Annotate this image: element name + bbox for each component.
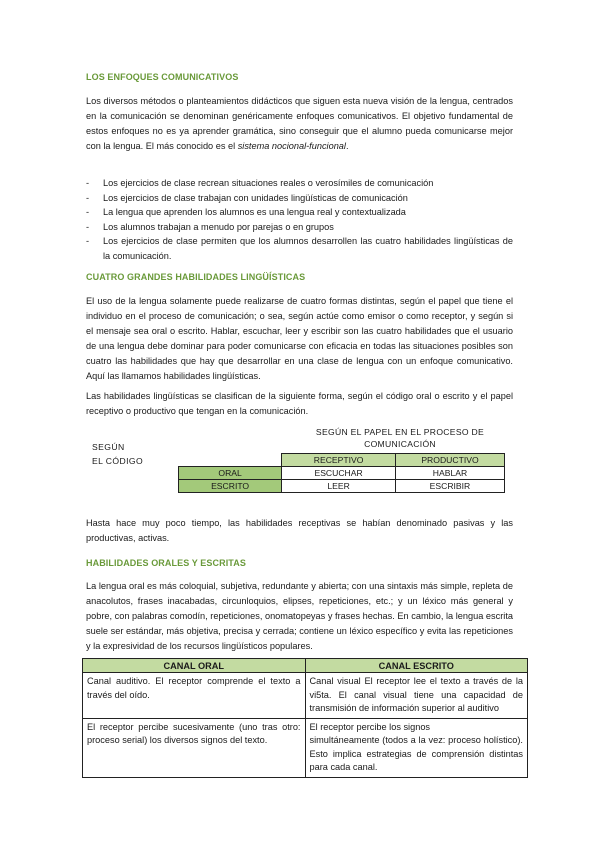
list-item: - Los alumnos trabajan a menudo por parejas o en grupos	[86, 220, 513, 235]
table-cell: ESCUCHAR	[282, 467, 396, 480]
header-productivo: PRODUCTIVO	[395, 454, 504, 467]
header-receptivo: RECEPTIVO	[282, 454, 396, 467]
channels-table	[82, 658, 528, 778]
heading-enfoques: LOS ENFOQUES COMUNICATIVOS	[86, 72, 239, 82]
table-cell: ESCRIBIR	[395, 480, 504, 493]
paragraph-receptivas: Hasta hace muy poco tiempo, las habilidades receptivas se habían denominado pasivas y las productivas, activas.	[86, 518, 513, 543]
list-item: - Los ejercicios de clase recrean situaciones reales o verosímiles de comunicación	[86, 176, 513, 191]
skills-table	[90, 426, 515, 498]
table-side-label	[92, 440, 143, 468]
emphasis-sistema: sistema nocional-funcional	[237, 141, 346, 151]
paragraph-enfoques	[86, 94, 513, 154]
paragraph-clasificacion: Las habilidades lingüísticas se clasifican de la siguiente forma, según el código oral o escrito y el papel receptivo o productivo que tengan en la comunicación.	[86, 391, 513, 416]
paragraph-lengua-oral: La lengua oral es más coloquial, subjetiva, redundante y abierta; con una sintaxis más simple, repleta de anacolutos, frases inacabadas, circunloquios, elipses, repeticiones, etc.; y un léxico más general y pobre, con palabras comodín, repeticiones, onomatopeyas y frases hechas. En cambio, la lengua escrita suele ser estándar, más objetiva, precisa y cerrada; contiene un léxico específico y evita las repeticiones y la expresividad de los recursos lingüísticos populares.	[86, 581, 513, 651]
heading-orales-escritas: HABILIDADES ORALES Y ESCRITAS	[86, 558, 246, 568]
table-cell: HABLAR	[395, 467, 504, 480]
paragraph-end: .	[345, 141, 349, 151]
table-cell	[305, 718, 528, 777]
bullet-list	[86, 176, 513, 263]
table-cell: El receptor percibe sucesivamente (uno tras otro: proceso serial) los diversos signos del texto.	[83, 718, 306, 777]
table-cell: Canal auditivo. El receptor comprende el texto a través del oído.	[83, 673, 306, 719]
list-item: - Los ejercicios de clase trabajan con unidades lingüísticas de comunicación	[86, 191, 513, 206]
heading-habilidades: CUATRO GRANDES HABILIDADES LINGÜÍSTICAS	[86, 272, 306, 282]
side-label-1: SEGÚN	[92, 442, 125, 452]
list-item: - La lengua que aprenden los alumnos es una lengua real y contextualizada	[86, 205, 513, 220]
row-header-oral: ORAL	[179, 467, 282, 480]
table-cell: LEER	[282, 480, 396, 493]
cell-line: El receptor percibe los signos	[309, 721, 431, 732]
table-caption: SEGÚN EL PAPEL EN EL PROCESO DE COMUNICACIÓN	[315, 427, 485, 449]
cell-line: simultáneamente (todos a la vez: proceso holístico). Esto implica estrategias de comprensión distintas para cada canal.	[309, 735, 523, 772]
row-header-escrito: ESCRITO	[179, 480, 282, 493]
paragraph-habilidades: El uso de la lengua solamente puede realizarse de cuatro formas distintas, según el papel que tiene el individuo en el proceso de comunicación; o sea, según actúe como emisor o como receptor, y según si el mensaje sea oral o escrito. Hablar, escuchar, leer y escribir son las cuatro habilidades que el usuario de una lengua debe dominar para poder comunicarse con eficacia en todas las situaciones posibles son cuatro las habilidades que hay que desarrollar en una clase de lengua con un enfoque comunicativo. Aquí las llamamos habilidades lingüísticas.	[86, 296, 513, 381]
side-label-2: EL CÓDIGO	[92, 456, 144, 466]
header-canal-escrito: CANAL ESCRITO	[305, 659, 528, 673]
header-canal-oral: CANAL ORAL	[83, 659, 306, 673]
table-cell: Canal visual El receptor lee el texto a través de la vi5ta. El canal visual tiene una capacidad de transmisión de información superior al auditivo	[305, 673, 528, 719]
list-item: - Los ejercicios de clase permiten que los alumnos desarrollen las cuatro habilidades lingüísticas de la comunicación.	[86, 234, 513, 263]
paragraph-text: Los diversos métodos o planteamientos didácticos que siguen esta nueva visión de la lengua, centrados en la comunicación se denominan genéricamente enfoques comunicativos. El objetivo fundamental de estos enfoques no es ya aprender gramática, sino conseguir que el alumno pueda comunicarse mejor con la lengua. El más conocido es el	[86, 96, 513, 151]
